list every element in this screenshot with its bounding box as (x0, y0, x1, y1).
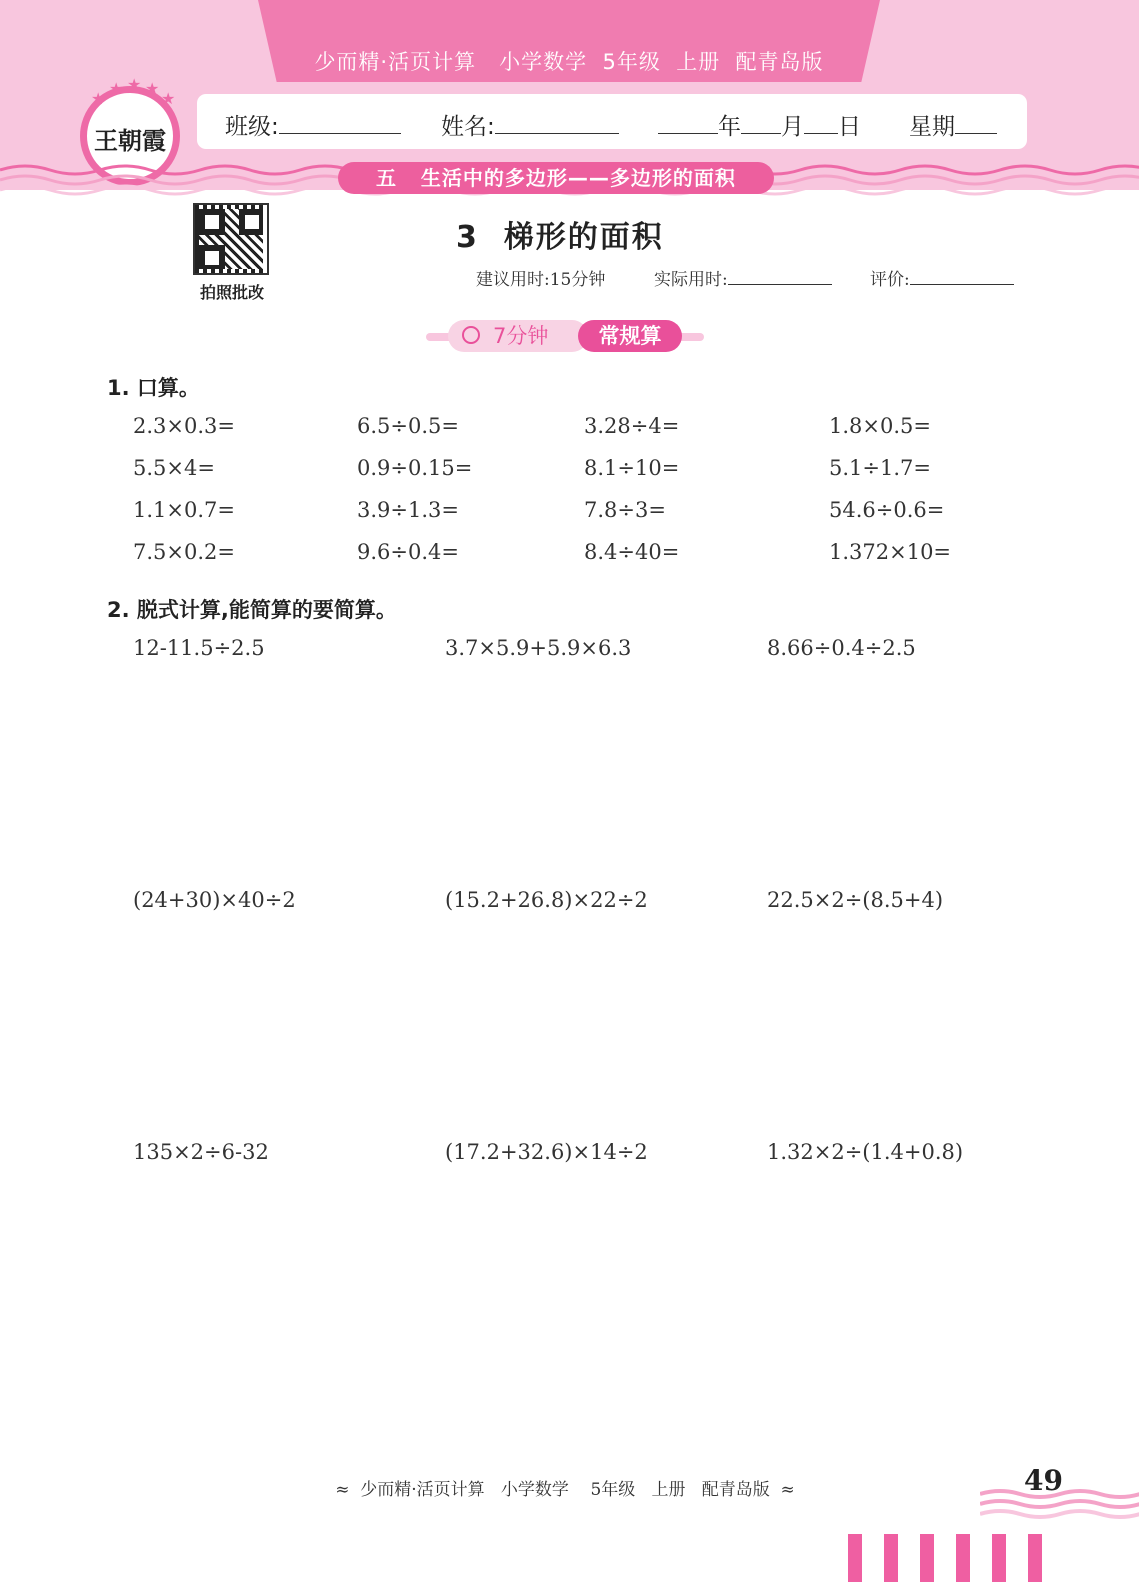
class-blank[interactable] (279, 113, 401, 134)
lesson-title: 3 梯形的面积 (456, 220, 664, 255)
rating-field[interactable] (870, 265, 1014, 290)
step-calc-item[interactable]: 22.5×2÷(8.5+4) (767, 888, 944, 912)
oral-item[interactable]: 5.1÷1.7= (829, 456, 931, 480)
oral-item[interactable]: 8.4÷40= (584, 540, 680, 564)
actual-time-blank[interactable] (728, 270, 832, 285)
student-info-box (197, 94, 1027, 149)
star-icon: ★ (127, 75, 142, 94)
weekday-blank[interactable] (955, 113, 997, 134)
qr-pattern (199, 209, 263, 269)
oral-item[interactable]: 1.1×0.7= (133, 498, 235, 522)
oral-item[interactable]: 3.9÷1.3= (357, 498, 459, 522)
oral-item[interactable]: 7.5×0.2= (133, 540, 235, 564)
footer-bar (992, 1534, 1006, 1582)
badge-kind: 常规算 (578, 320, 682, 352)
footer-bar (884, 1534, 898, 1582)
step-calc-item[interactable]: 135×2÷6-32 (133, 1140, 269, 1164)
suggested-time: 建议用时:15分钟 (476, 270, 606, 290)
clock-icon (462, 326, 480, 344)
day-label: 日 (838, 114, 861, 140)
qr-code[interactable] (193, 203, 269, 275)
step-calc-item[interactable]: 3.7×5.9+5.9×6.3 (445, 636, 632, 660)
oral-item[interactable]: 2.3×0.3= (133, 414, 235, 438)
step-calc-item[interactable]: 8.66÷0.4÷2.5 (767, 636, 916, 660)
footer-bar (848, 1534, 862, 1582)
name-field[interactable] (441, 108, 619, 141)
star-icon: ★ (91, 89, 106, 108)
year-blank[interactable] (658, 113, 718, 134)
name-blank[interactable] (495, 113, 619, 134)
star-icon: ★ (145, 79, 160, 98)
chapter-title: 五 生活中的多边形——多边形的面积 (338, 162, 774, 194)
star-icon: ★ (109, 79, 124, 98)
oral-item[interactable]: 9.6÷0.4= (357, 540, 459, 564)
oral-item[interactable]: 1.8×0.5= (829, 414, 931, 438)
name-label: 姓名: (441, 114, 495, 140)
series-title: 少而精·活页计算 小学数学 5年级 上册 配青岛版 (314, 50, 824, 74)
footer-bar (1028, 1534, 1042, 1582)
month-blank[interactable] (741, 113, 781, 134)
question-2-heading: 2. 脱式计算,能简算的要简算。 (107, 598, 397, 622)
footer-bar (920, 1534, 934, 1582)
step-calc-item[interactable]: (24+30)×40÷2 (133, 888, 296, 912)
class-label: 班级: (225, 114, 279, 140)
actual-time-label: 实际用时: (654, 270, 728, 290)
rating-blank[interactable] (910, 270, 1014, 285)
oral-item[interactable]: 54.6÷0.6= (829, 498, 945, 522)
oral-item[interactable]: 1.372×10= (829, 540, 952, 564)
date-field[interactable] (658, 108, 861, 141)
oral-item[interactable]: 7.8÷3= (584, 498, 666, 522)
day-blank[interactable] (804, 113, 838, 134)
step-calc-item[interactable]: (17.2+32.6)×14÷2 (445, 1140, 648, 1164)
page-number: 49 (1024, 1464, 1063, 1497)
oral-item[interactable]: 6.5÷0.5= (357, 414, 459, 438)
badge-time: 7分钟 (448, 320, 588, 352)
year-label: 年 (718, 114, 741, 140)
step-calc-item[interactable]: 1.32×2÷(1.4+0.8) (767, 1140, 964, 1164)
weekday-field[interactable] (909, 108, 997, 141)
oral-item[interactable]: 8.1÷10= (584, 456, 680, 480)
step-calc-item[interactable]: (15.2+26.8)×22÷2 (445, 888, 648, 912)
oral-item[interactable]: 0.9÷0.15= (357, 456, 473, 480)
qr-label: 拍照批改 (199, 283, 264, 302)
actual-time-field[interactable] (654, 265, 832, 290)
step-calc-item[interactable]: 12-11.5÷2.5 (133, 636, 265, 660)
weekday-label: 星期 (909, 114, 955, 140)
rating-label: 评价: (870, 270, 910, 290)
footer-text: ≈ 少而精·活页计算 小学数学 5年级 上册 配青岛版 ≈ (335, 1480, 795, 1500)
star-icon: ★ (161, 89, 176, 108)
oral-item[interactable]: 5.5×4= (133, 456, 215, 480)
question-1-heading: 1. 口算。 (107, 376, 200, 400)
footer-bar (956, 1534, 970, 1582)
logo-text: 王朝霞 (94, 126, 166, 155)
class-field[interactable] (225, 108, 401, 141)
oral-item[interactable]: 3.28÷4= (584, 414, 680, 438)
month-label: 月 (781, 114, 804, 140)
